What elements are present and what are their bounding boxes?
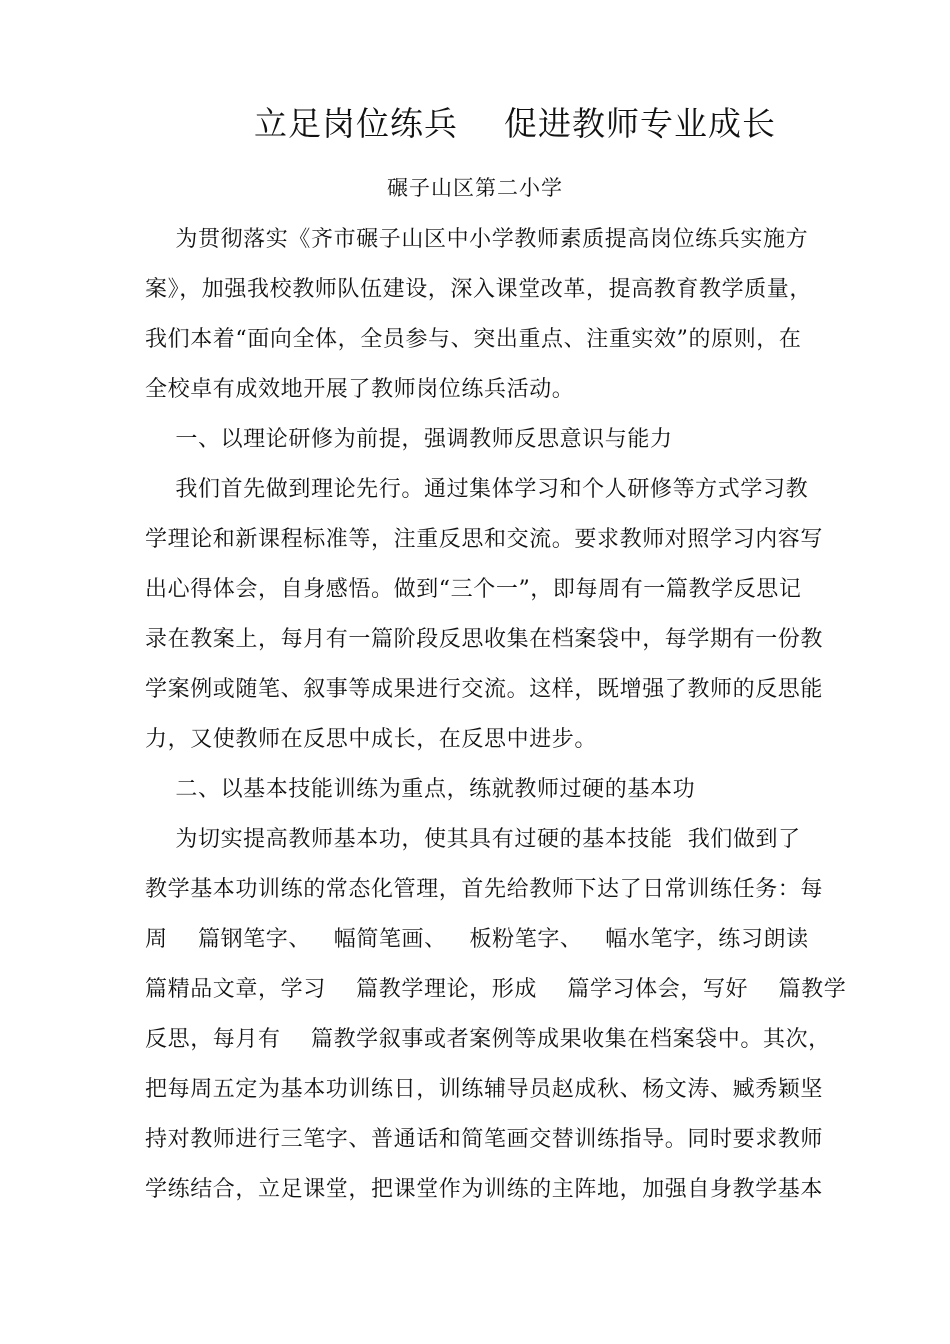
section-heading: 一、以理论研修为前提，强调教师反思意识与能力 bbox=[145, 427, 673, 452]
section-heading: 二、以基本技能训练为重点，练就教师过硬的基本功 bbox=[145, 777, 696, 802]
body-line: 反思，每月有 篇教学叙事或者案例等成果收集在档案袋中。其次， bbox=[145, 1027, 831, 1052]
body-line: 力，又使教师在反思中成长，在反思中进步。 bbox=[145, 727, 598, 752]
document-title: 立足岗位练兵 促进教师专业成长 bbox=[254, 104, 776, 143]
body-line: 持对教师进行三笔字、普通话和简笔画交替训练指导。同时要求教师 bbox=[145, 1127, 824, 1152]
body-line: 学练结合，立足课堂，把课堂作为训练的主阵地，加强自身教学基本 bbox=[145, 1177, 824, 1202]
body-line: 我们本着“面向全体，全员参与、突出重点、注重实效”的原则，在 bbox=[145, 327, 802, 352]
body-line: 教学基本功训练的常态化管理，首先给教师下达了日常训练任务：每 bbox=[145, 877, 824, 902]
body-line: 我们首先做到理论先行。通过集体学习和个人研修等方式学习教 bbox=[145, 477, 809, 502]
body-line: 为切实提高教师基本功，使其具有过硬的基本技能 我们做到了 bbox=[145, 827, 801, 852]
body-line: 全校卓有成效地开展了教师岗位练兵活动。 bbox=[145, 377, 575, 402]
body-line: 学理论和新课程标准等，注重反思和交流。要求教师对照学习内容写 bbox=[145, 527, 824, 552]
body-line: 篇精品文章，学习 篇教学理论，形成 篇学习体会，写好 篇教学 bbox=[145, 977, 847, 1002]
body-line: 案》，加强我校教师队伍建设，深入课堂改革，提高教育教学质量， bbox=[145, 277, 813, 302]
body-line: 录在教案上，每月有一篇阶段反思收集在档案袋中，每学期有一份教 bbox=[145, 627, 824, 652]
body-line: 为贯彻落实《齐市碾子山区中小学教师素质提高岗位练兵实施方 bbox=[145, 227, 809, 252]
document-author: 碾子山区第二小学 bbox=[387, 176, 563, 200]
body-line: 把每周五定为基本功训练日，训练辅导员赵成秋、杨文涛、臧秀颖坚 bbox=[145, 1077, 824, 1102]
body-line: 学案例或随笔、叙事等成果进行交流。这样，既增强了教师的反思能 bbox=[145, 677, 824, 702]
body-line: 出心得体会，自身感悟。做到“三个一”，即每周有一篇教学反思记 bbox=[145, 577, 802, 602]
body-line: 周 篇钢笔字、 幅简笔画、 板粉笔字、 幅水笔字，练习朗读 bbox=[145, 927, 809, 952]
